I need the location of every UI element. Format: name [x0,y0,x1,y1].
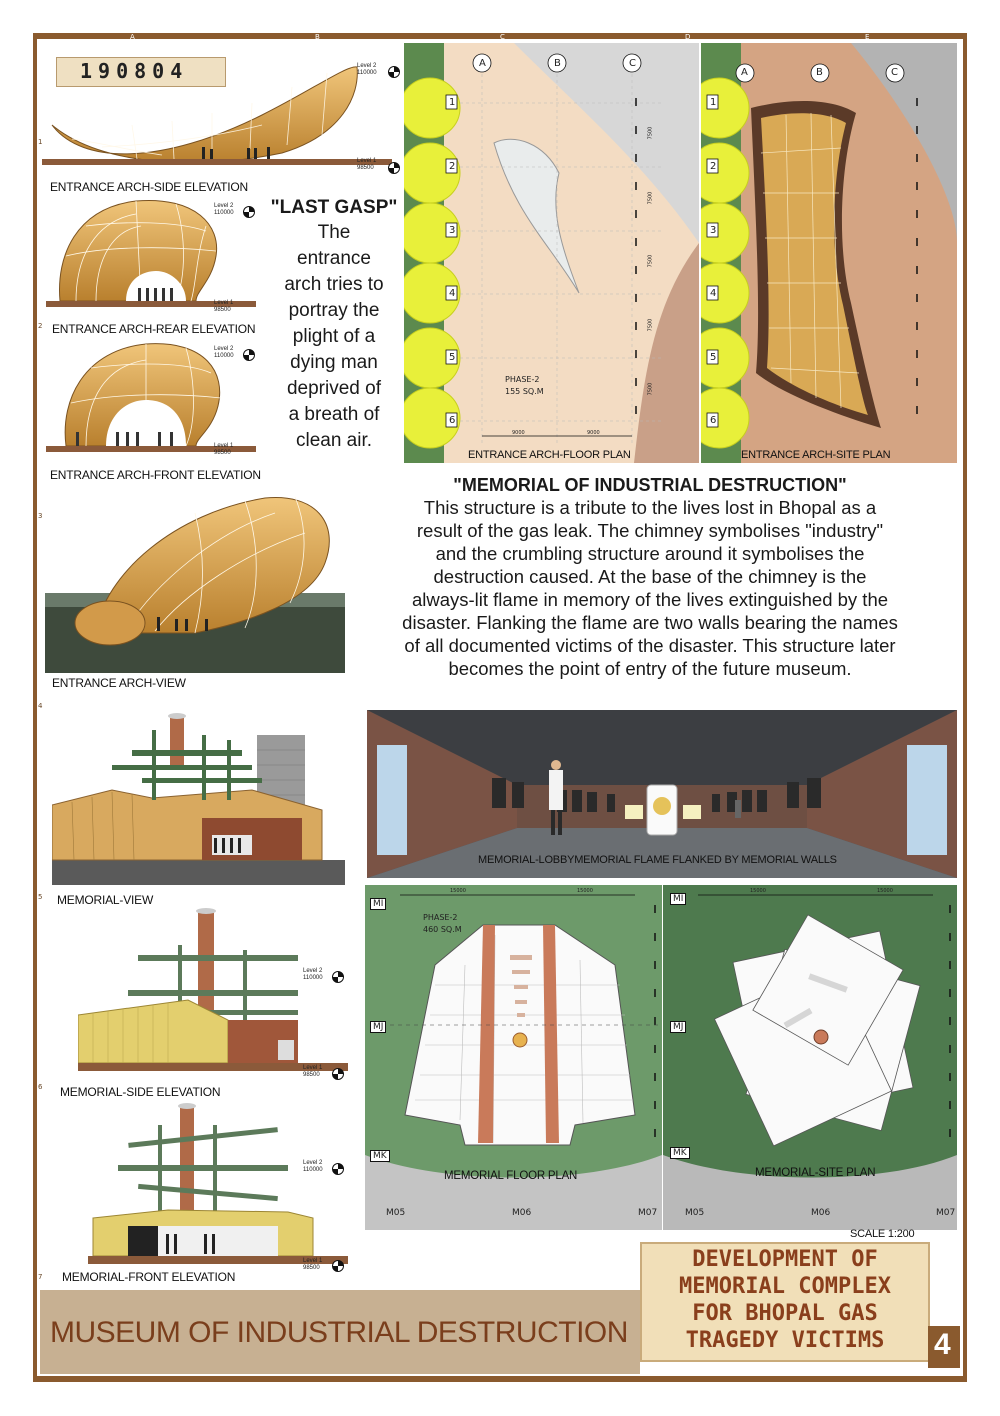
footer-title-lines [640,1246,930,1354]
entrance-arch-view-render [45,493,345,673]
memorial-plan-row-mj: MJ [370,1021,386,1033]
memorial-view-caption: MEMORIAL-VIEW [57,893,154,907]
site-plan-col-b: B [816,67,823,78]
entrance-plan-row-4: 4 [449,288,456,299]
memorial-description-line: result of the gas leak. The chimney symbolises "industry" [416,520,884,541]
site-plan-row-6: 6 [710,415,717,426]
footer-main-title: MUSEUM OF INDUSTRIAL DESTRUCTION [50,1316,628,1349]
last-gasp-line: portray the [288,300,380,321]
site-plan-col-m06: M06 [811,1208,831,1218]
level1-label: Level 1 [357,158,377,164]
entrance-plan-side-dim: 7500 [647,126,654,140]
entrance-floor-plan-caption: ENTRANCE ARCH-FLOOR PLAN [468,449,631,461]
level-marker-icon [332,1163,344,1175]
last-gasp-block [262,196,406,454]
entrance-side-elevation-drawing [42,55,402,185]
level2-value: 110000 [303,1167,323,1173]
memorial-plan-phase: PHASE-2 [423,913,458,922]
grid-num-5: 5 [38,893,43,901]
memorial-plan-dim: 15000 [450,888,466,894]
memorial-description-line: and the crumbling structure around it symbolises the [435,543,865,564]
last-gasp-line: dying man [290,352,378,373]
level2-label: Level 2 [303,968,323,974]
last-gasp-line: deprived of [286,378,381,399]
entrance-site-plan-drawing [701,43,957,463]
entrance-plan-row-3: 3 [449,225,456,236]
entrance-front-elevation-caption: ENTRANCE ARCH-FRONT ELEVATION [50,468,261,482]
entrance-plan-side-dim: 7500 [647,318,654,332]
entrance-front-level2 [214,346,234,360]
level-marker-icon [332,1068,344,1080]
level2-label: Level 2 [214,346,234,352]
site-plan-dim: 15000 [877,888,893,894]
entrance-plan-side-dim: 7500 [647,382,654,396]
entrance-plan-dim: 9000 [587,430,600,436]
footer-title-line: TRAGEDY VICTIMS [685,1328,885,1353]
level-marker-icon [388,162,400,174]
level2-value: 110000 [357,70,377,76]
entrance-plan-dim: 9000 [512,430,525,436]
entrance-arch-view-caption: ENTRANCE ARCH-VIEW [52,676,186,690]
entrance-plan-side-dim: 7500 [647,254,654,268]
memorial-plan-row-mi: MI [370,898,386,910]
memorial-side-level2 [303,968,323,982]
memorial-front-elevation-drawing [88,1100,348,1270]
memorial-plan-dim: 15000 [577,888,593,894]
last-gasp-line: arch tries to [284,274,384,295]
entrance-plan-phase: PHASE-2 [505,375,540,384]
memorial-side-level1 [303,1065,322,1079]
level2-value: 110000 [303,975,323,981]
level1-label: Level 1 [303,1258,323,1264]
site-plan-row-mk: MK [670,1147,690,1159]
memorial-front-elevation-caption: MEMORIAL-FRONT ELEVATION [62,1270,236,1284]
grid-letter-c: C [500,33,505,41]
memorial-description-line: always-lit flame in memory of the lives extinguished by the [411,589,889,610]
level1-label: Level 1 [214,300,234,306]
site-plan-col-m07: M07 [936,1208,956,1218]
site-plan-row-mi: MI [670,893,686,905]
entrance-plan-side-dim: 7500 [647,191,654,205]
memorial-description-block [340,474,960,680]
entrance-rear-elevation-caption: ENTRANCE ARCH-REAR ELEVATION [52,322,256,336]
grid-num-4: 4 [38,702,43,710]
entrance-plan-row-6: 6 [449,415,456,426]
footer-title-line: MEMORIAL COMPLEX [679,1274,891,1299]
level-marker-icon [332,971,344,983]
level2-value: 110000 [214,210,234,216]
memorial-description-line: destruction caused. At the base of the chimney is the [433,566,867,587]
grid-letter-a: A [130,33,135,41]
level1-value: 98500 [303,1265,320,1271]
last-gasp-line: plight of a [292,326,376,347]
frame-left [33,33,37,1382]
grid-num-7: 7 [38,1273,43,1281]
footer-title-line: DEVELOPMENT OF [692,1247,878,1272]
entrance-plan-col-a: A [479,58,486,69]
grid-letter-b: B [315,33,320,41]
memorial-front-level2 [303,1160,323,1174]
last-gasp-line: clean air. [295,430,373,451]
grid-num-3: 3 [38,512,43,520]
grid-num-2: 2 [38,322,43,330]
level1-value: 98500 [214,450,231,456]
grid-letter-d: D [685,33,691,41]
site-plan-row-1: 1 [710,97,717,108]
memorial-side-elevation-caption: MEMORIAL-SIDE ELEVATION [60,1085,221,1099]
grid-num-6: 6 [38,1083,43,1091]
last-gasp-line: entrance [297,248,371,269]
level1-value: 98500 [303,1072,320,1078]
scale-label: SCALE 1:200 [850,1228,915,1240]
memorial-plan-col-m06: M06 [512,1208,532,1218]
entrance-site-plan-caption: ENTRANCE ARCH-SITE PLAN [741,449,891,461]
entrance-rear-level2 [214,203,234,217]
entrance-plan-row-2: 2 [449,161,456,172]
memorial-lobby-render [367,710,957,878]
sheet-number: 4 [934,1328,951,1361]
entrance-front-level1 [214,443,233,457]
memorial-plan-area: 460 SQ.M [423,925,462,934]
memorial-description-line: This structure is a tribute to the lives lost in Bhopal as a [423,497,877,518]
frame-right [963,33,967,1382]
memorial-lobby-caption: MEMORIAL-LOBBYMEMORIAL FLAME FLANKED BY MEMORIAL WALLS [478,854,837,866]
site-plan-col-a: A [741,67,748,78]
frame-bottom [33,1376,967,1382]
memorial-plan-col-m07: M07 [638,1208,658,1218]
site-plan-col-c: C [891,67,898,78]
level1-value: 98500 [357,165,374,171]
entrance-side-level2 [357,63,377,77]
memorial-front-level1 [303,1258,322,1272]
entrance-rear-level1 [214,300,233,314]
site-plan-row-2: 2 [710,161,717,172]
site-plan-row-5: 5 [710,352,717,363]
memorial-plan-col-m05: M05 [386,1208,406,1218]
entrance-plan-col-b: B [554,58,561,69]
level1-label: Level 1 [214,443,234,449]
footer-title-line: FOR BHOPAL GAS [692,1301,878,1326]
entrance-plan-area: 155 SQ.M [505,387,544,396]
last-gasp-line: The [317,222,351,243]
last-gasp-title: "LAST GASP" [270,197,398,218]
site-plan-col-m05: M05 [685,1208,705,1218]
entrance-side-elevation-caption: ENTRANCE ARCH-SIDE ELEVATION [50,180,248,194]
level-marker-icon [332,1260,344,1272]
level1-value: 98500 [214,307,231,313]
memorial-site-plan-caption: MEMORIAL-SITE PLAN [755,1167,876,1179]
level2-label: Level 2 [303,1160,323,1166]
last-gasp-line: a breath of [288,404,380,425]
entrance-side-level1 [357,158,376,172]
grid-letter-e: E [865,33,870,41]
site-plan-row-3: 3 [710,225,717,236]
memorial-floor-plan-caption: MEMORIAL FLOOR PLAN [444,1170,578,1182]
entrance-plan-row-5: 5 [449,352,456,363]
memorial-description-line: becomes the point of entry of the future museum. [448,658,852,679]
memorial-description-title: "MEMORIAL OF INDUSTRIAL DESTRUCTION" [453,475,847,495]
level2-value: 110000 [214,353,234,359]
level2-label: Level 2 [214,203,234,209]
level-marker-icon [243,206,255,218]
level1-label: Level 1 [303,1065,323,1071]
entrance-plan-col-c: C [629,58,636,69]
grid-num-1: 1 [38,138,43,146]
project-code: 190804 [80,59,189,83]
memorial-plan-row-mk: MK [370,1150,390,1162]
site-plan-dim: 15000 [750,888,766,894]
level-marker-icon [243,349,255,361]
memorial-side-elevation-drawing [78,905,348,1075]
entrance-plan-row-1: 1 [449,97,456,108]
level2-label: Level 2 [357,63,377,69]
level-marker-icon [388,66,400,78]
site-plan-row-mj: MJ [670,1021,686,1033]
memorial-description-line: disaster. Flanking the flame are two walls bearing the names [402,612,898,633]
memorial-view-render [52,710,345,885]
memorial-description-line: of all documented victims of the disaster. This structure later [404,635,896,656]
site-plan-row-4: 4 [710,288,717,299]
